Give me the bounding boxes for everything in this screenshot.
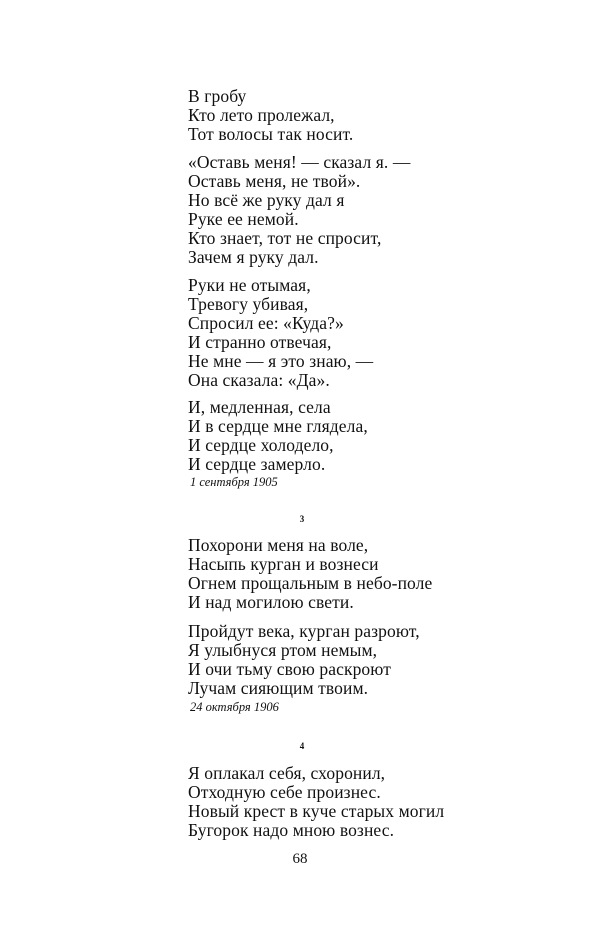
poem-2-stanza-4: [188, 398, 368, 474]
verse-line: И в сердце мне глядела,: [188, 416, 368, 436]
verse-line: Пройдут века, курган разроют,: [188, 621, 420, 641]
verse-line: Насыпь курган и вознеси: [188, 554, 379, 574]
verse-line: Тревогу убивая,: [188, 294, 309, 314]
poem-2-stanza-1: [188, 87, 353, 144]
verse-line: Руки не отымая,: [188, 275, 311, 295]
verse-line: Новый крест в куче старых могил: [188, 801, 445, 821]
verse-line: Похорони меня на воле,: [188, 535, 369, 555]
poem-3-date: 24 октября 1906: [190, 700, 279, 714]
verse-line: Лучам сияющим твоим.: [188, 678, 369, 698]
verse-line: Я оплакал себя, схоронил,: [188, 763, 386, 783]
page-number: 68: [292, 851, 308, 867]
verse-line: Огнем прощальным в небо-поле: [188, 573, 433, 593]
verse-line: Тот волосы так носит.: [188, 124, 354, 144]
poem-3-number: 3: [299, 514, 305, 524]
poem-4-number: 4: [299, 741, 305, 751]
verse-line: И над могилою свети.: [188, 592, 354, 612]
verse-line: Но всё же руку дал я: [188, 190, 345, 210]
verse-line: В гробу: [188, 86, 247, 106]
poem-3-stanza-2: [188, 622, 420, 698]
verse-line: Кто знает, тот не спросит,: [188, 228, 382, 248]
verse-line: И, медленная, села: [188, 397, 331, 417]
poem-2-date: 1 сентября 1905: [190, 475, 278, 489]
verse-line: Спросил ее: «Куда?»: [188, 313, 344, 333]
poem-2-stanza-3: [188, 276, 373, 390]
poem-2-stanza-2: [188, 153, 410, 267]
verse-line: И сердце холодело,: [188, 435, 334, 455]
verse-line: Я улыбнуся ртом немым,: [188, 640, 378, 660]
verse-line: Руке ее немой.: [188, 209, 299, 229]
poem-3-stanza-1: [188, 536, 432, 612]
verse-line: И сердце замерло.: [188, 454, 326, 474]
verse-line: И странно отвечая,: [188, 332, 332, 352]
verse-line: Зачем я руку дал.: [188, 247, 319, 267]
poem-4-stanza-1: [188, 764, 444, 840]
verse-line: Бугорок надо мною вознес.: [188, 820, 395, 840]
verse-line: Кто лето пролежал,: [188, 105, 335, 125]
verse-line: «Оставь меня! — сказал я. —: [188, 152, 411, 172]
verse-line: Она сказала: «Да».: [188, 370, 330, 390]
verse-line: Оставь меня, не твой».: [188, 171, 361, 191]
verse-line: Не мне — я это знаю, —: [188, 351, 374, 371]
verse-line: Отходную себе произнес.: [188, 782, 381, 802]
verse-line: И очи тьму свою раскроют: [188, 659, 391, 679]
